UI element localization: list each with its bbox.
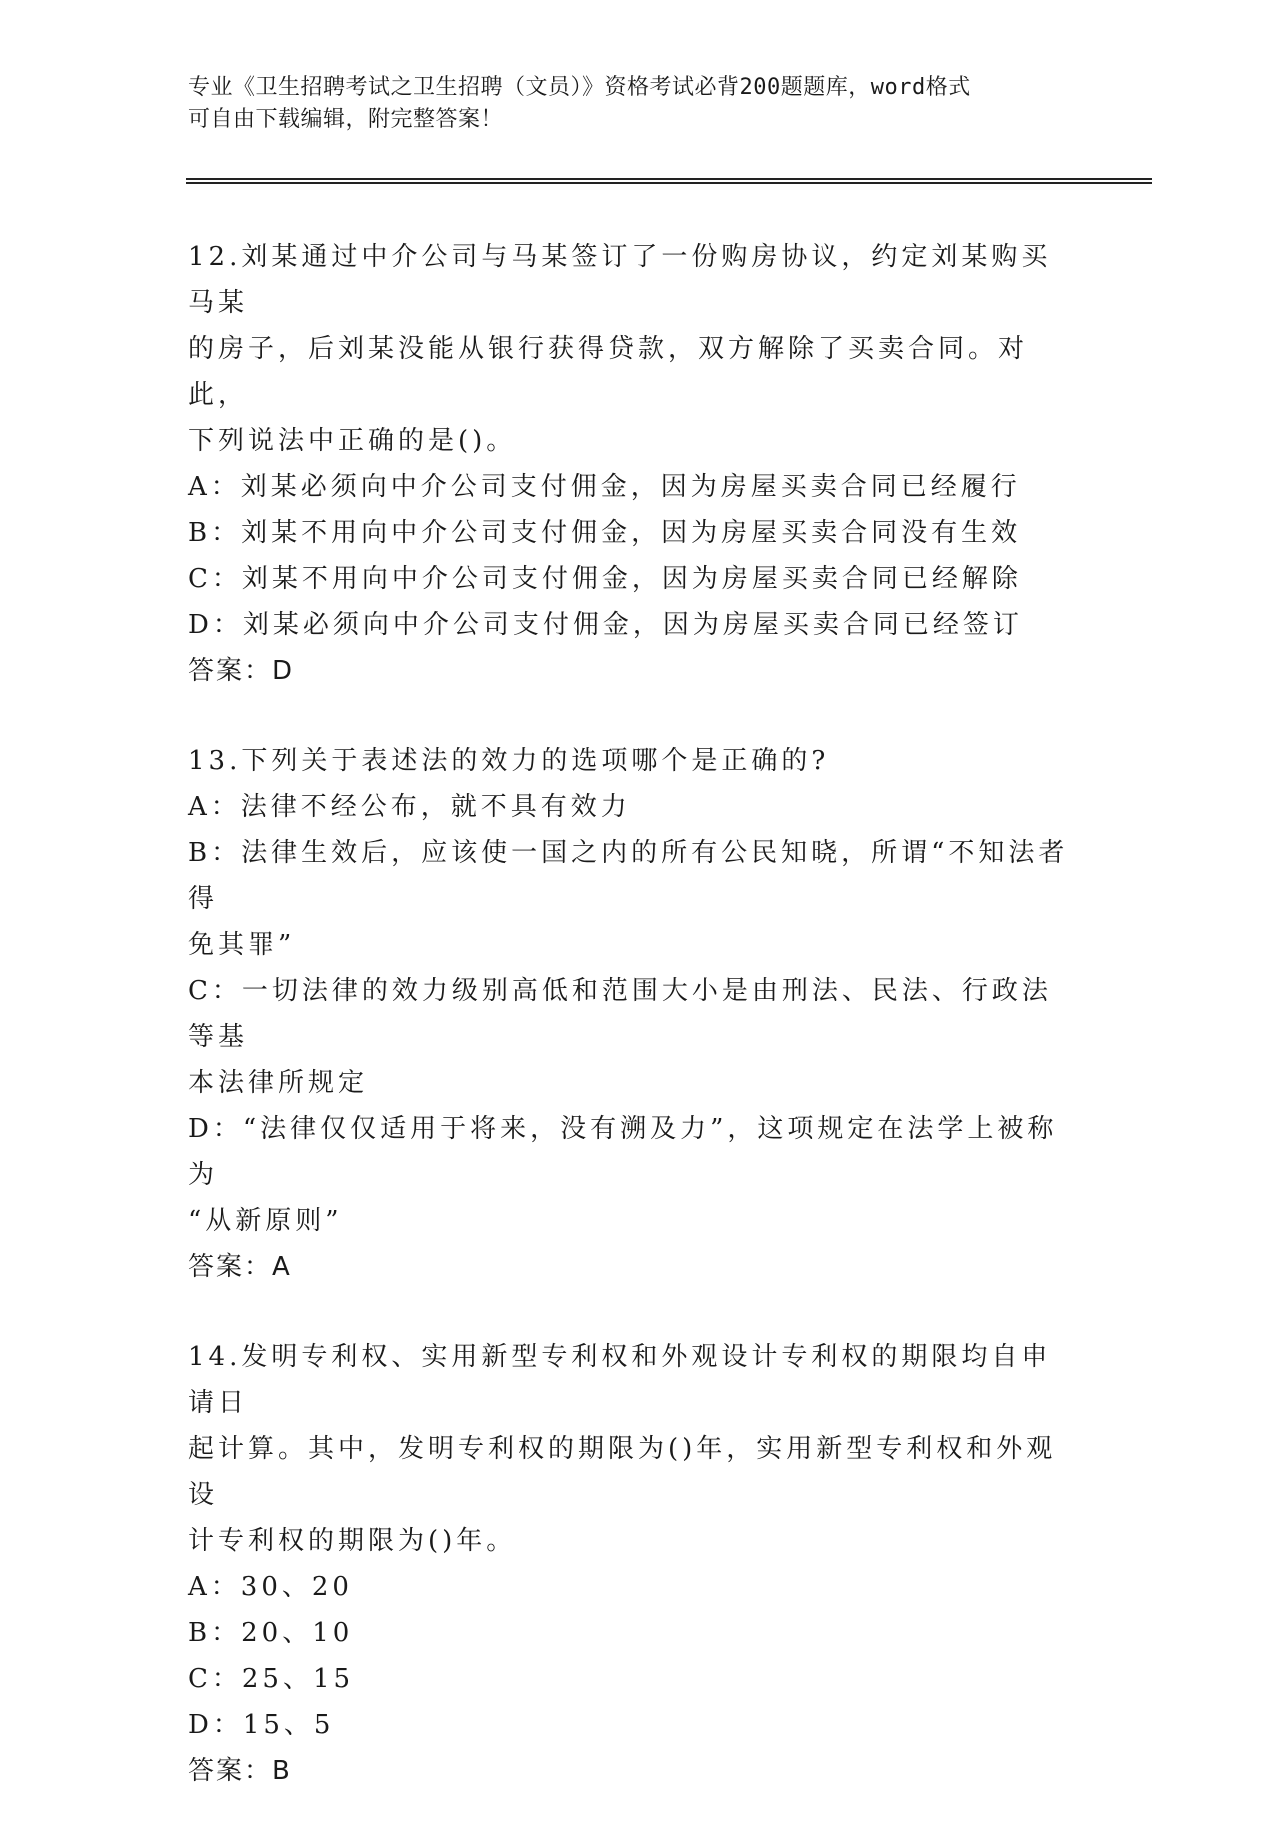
option-d: D：15、5 [188,1710,335,1740]
question-stem-line: 下列说法中正确的是()。 [188,426,517,456]
option-c: C：25、15 [188,1664,355,1694]
option-a: A：刘某必须向中介公司支付佣金，因为房屋买卖合同已经履行 [188,472,1021,502]
question-stem-line: 14.发明专利权、实用新型专利权和外观设计专利权的期限均自申请日 [188,1342,1052,1418]
question-stem-line: 13.下列关于表述法的效力的选项哪个是正确的? [188,746,830,776]
question-14 [188,1334,1078,1794]
option-a: A：30、20 [188,1572,353,1602]
question-12 [188,234,1078,694]
header-title-line-2: 可自由下载编辑，附完整答案！ [188,107,504,132]
document-header [188,72,1068,136]
option-c: C：刘某不用向中介公司支付佣金，因为房屋买卖合同已经解除 [188,564,1022,594]
option-a: A：法律不经公布，就不具有效力 [188,792,631,822]
option-d: D：“法律仅仅适用于将来，没有溯及力”，这项规定在法学上被称为 [188,1114,1058,1190]
question-13 [188,738,1078,1290]
option-d: D：刘某必须向中介公司支付佣金，因为房屋买卖合同已经签订 [188,610,1023,640]
option-b: B：刘某不用向中介公司支付佣金，因为房屋买卖合同没有生效 [188,518,1022,548]
question-list [188,234,1078,1838]
answer-line: 答案：D [188,656,295,686]
option-b: B：法律生效后，应该使一国之内的所有公民知晓，所谓“不知法者得 [188,838,1069,914]
question-stem-line: 计专利权的期限为()年。 [188,1526,517,1556]
option-b-continued: 免其罪” [188,930,296,960]
option-d-continued: “从新原则” [188,1206,343,1236]
option-c-continued: 本法律所规定 [188,1068,369,1098]
question-stem-line: 起计算。其中，发明专利权的期限为()年，实用新型专利权和外观设 [188,1434,1057,1510]
header-divider [186,178,1152,184]
question-stem-line: 12.刘某通过中介公司与马某签订了一份购房协议，约定刘某购买马某 [188,242,1052,318]
answer-line: 答案：B [188,1756,292,1786]
option-b: B：20、10 [188,1618,354,1648]
question-stem-line: 的房子，后刘某没能从银行获得贷款，双方解除了买卖合同。对此， [188,334,1029,410]
answer-line: 答案：A [188,1252,292,1282]
header-title-line-1: 专业《卫生招聘考试之卫生招聘（文员）》资格考试必背200题题库，word格式 [188,75,971,100]
option-c: C：一切法律的效力级别高低和范围大小是由刑法、民法、行政法等基 [188,976,1052,1052]
